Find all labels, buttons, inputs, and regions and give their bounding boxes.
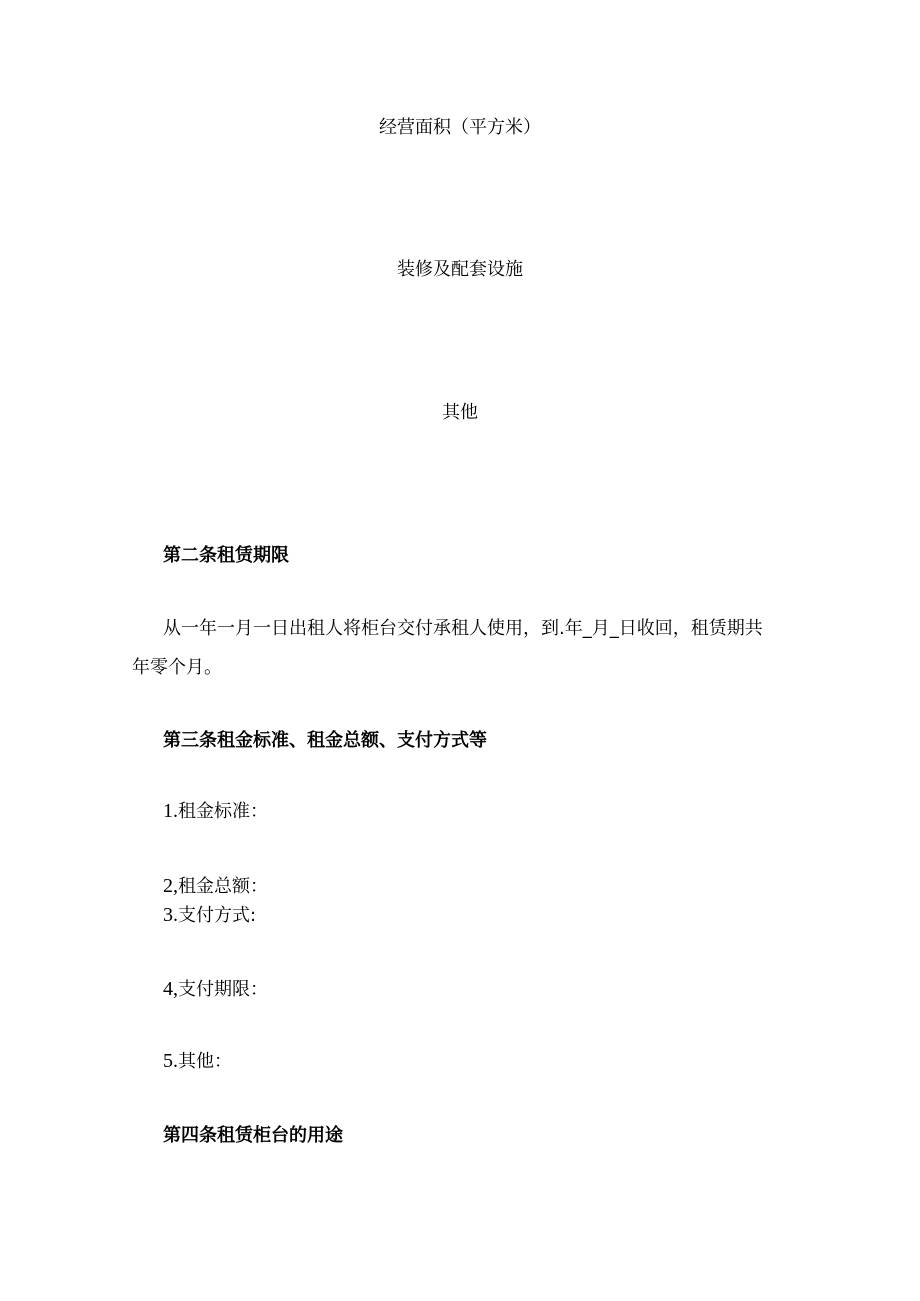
- article3-heading: 第三条租金标准、租金总额、支付方式等: [163, 730, 487, 751]
- article2-heading: 第二条租赁期限: [163, 545, 289, 566]
- article3-item: [163, 874, 268, 899]
- article3-item-text: 支付期限：: [178, 979, 268, 1000]
- article3-item-number: 2,: [163, 875, 178, 897]
- article3-item-number: 4,: [163, 978, 178, 1000]
- article3-item-text: 其他：: [178, 1051, 232, 1072]
- article3-item: [163, 799, 268, 824]
- article4-heading: 第四条租赁柜台的用途: [163, 1125, 343, 1146]
- article3-item-number: 3.: [163, 904, 178, 926]
- article2-body-line1: 从一年一月一日出租人将柜台交付承租人使用，到.年_月_日收回，租赁期共: [163, 618, 763, 639]
- article3-item-number: 1.: [163, 800, 178, 822]
- article3-item-text: 支付方式:: [178, 905, 257, 926]
- decoration-label: 装修及配套设施: [397, 259, 523, 280]
- article3-item-text: 租金总额：: [178, 876, 268, 897]
- article3-item: [163, 903, 256, 928]
- other-label: 其他: [442, 402, 478, 423]
- article2-body-line2: 年零个月。: [132, 657, 222, 678]
- area-label: 经营面积（平方米）: [379, 117, 541, 138]
- article3-item: [163, 1049, 232, 1074]
- article3-item-number: 5.: [163, 1050, 178, 1072]
- article3-item: [163, 977, 268, 1002]
- article3-item-text: 租金标准：: [178, 801, 268, 822]
